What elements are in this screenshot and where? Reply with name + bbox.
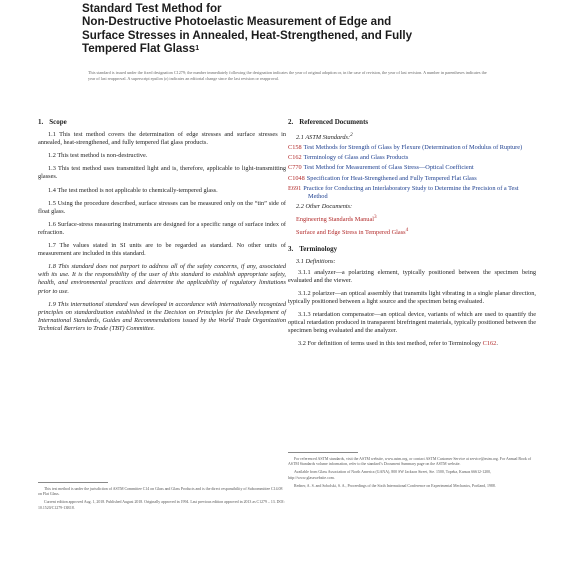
footnote-1: This test method is under the jurisdiction of ASTM Committee C14 on Glass and Glass Products and is the direct responsibility of Subcommittee C14.08 on Flat Glass. xyxy=(38,487,283,497)
reference-code[interactable]: C162 xyxy=(288,154,302,162)
reference-code[interactable]: C1048 xyxy=(288,174,305,182)
reference-code[interactable]: E691 xyxy=(288,184,302,192)
title-line-2: Non-Destructive Photoelastic Measurement of Edge and xyxy=(82,15,392,29)
paragraph-1-3: 1.3 This test method uses transmitted light and is, therefore, applicable to light-transmitting glasses. xyxy=(38,165,286,181)
right-column xyxy=(288,118,536,353)
reference-code[interactable]: C770 xyxy=(288,164,302,172)
title-line-4-text: Tempered Flat Glass xyxy=(82,42,196,56)
reference-title[interactable]: Test Methods for Strength of Glass by Flexure (Determination of Modulus of Rupture) xyxy=(303,144,523,152)
terminology-link-c162[interactable]: C162 xyxy=(482,340,497,348)
paragraph-1-7: 1.7 The values stated in SI units are to be regarded as standard. No other units of measurement are included in this standard. xyxy=(38,242,286,258)
footnote-3: Available from Glass Association of North America (GANA), 800 SW Jackson Street, Ste. 1500, Topeka, Kansas 66612-1200, http://www.glasswebsite.com. xyxy=(288,470,492,480)
reference-code[interactable]: C158 xyxy=(288,144,302,152)
paragraph-1-4: 1.4 The test method is not applicable to chemically-tempered glass. xyxy=(48,186,218,194)
footnote-2: For referenced ASTM standards, visit the ASTM website, www.astm.org, or contact ASTM Customer Service at service@astm.org. For Annual Book of ASTM Standards volume information, refer to the standard’s Document Summary page on the ASTM website. xyxy=(288,457,532,467)
other-document-2[interactable] xyxy=(288,226,536,237)
other-documents-heading: 2.2 Other Documents: xyxy=(296,202,353,210)
section-number: 1. xyxy=(38,118,44,126)
other-document-title[interactable]: Surface and Edge Stress in Tempered Glass xyxy=(296,229,406,237)
left-column xyxy=(38,118,286,338)
footnotes-left xyxy=(38,487,286,514)
reference-c770[interactable] xyxy=(288,164,536,172)
paragraph-1-6: 1.6 Surface-stress measuring instruments are designed for a specific range of surface index of refraction. xyxy=(38,220,286,236)
footnote-mark: 4 xyxy=(405,227,409,234)
paragraph-3-2: 3.2 For definition of terms used in this test method, refer to Terminology C162. xyxy=(298,340,498,348)
title-line-4 xyxy=(82,42,502,55)
section-title: Terminology xyxy=(299,245,338,254)
section-title: Scope xyxy=(49,118,67,126)
paragraph-1-8: 1.8 This standard does not purport to address all of the safety concerns, if any, associated with its use. It is the responsibility of the user of this standard to establish appropriate safety, health, and environmental practices and determine the applicability of regulatory limitations prior to use. xyxy=(38,263,286,295)
paragraph-1-9: 1.9 This international standard was developed in accordance with internationally recognized principles on standardization established in the Decision on Principles for the Development of International Standards, Guides and Recommendations issued by the World Trade Organization Technical Barriers to Trade (TBT) Committee. xyxy=(38,300,286,332)
reference-c158[interactable] xyxy=(288,144,536,152)
title-footnote-mark: 1 xyxy=(195,45,200,53)
astm-standards-heading xyxy=(288,131,536,142)
footnotes-right xyxy=(288,457,536,492)
other-document-title[interactable]: Engineering Standards Manual xyxy=(296,216,374,224)
reference-e691[interactable] xyxy=(288,185,536,201)
paragraph-1-5: 1.5 Using the procedure described, surface stresses can be measured only on the “tin” side of float glass. xyxy=(38,199,286,215)
astm-standards-label: 2.1 ASTM Standards: xyxy=(296,134,351,142)
section-number: 3. xyxy=(288,245,294,254)
footnote-divider-right xyxy=(288,452,358,453)
section-referenced-documents-heading xyxy=(288,118,536,126)
reference-title[interactable]: Practice for Conducting an Interlaboratory Study to Determine the Precision of a Test Method xyxy=(303,184,519,200)
reference-c1048[interactable] xyxy=(288,175,536,183)
section-terminology-heading xyxy=(288,245,536,253)
definition-retardation-compensator: 3.1.3 retardation compensator—an optical device, variants of which are used to quantify the optical retardation produced in transparent birefringent materials, typically positioned between the specimen being evaluated and the analyzer. xyxy=(288,310,536,335)
section-scope-heading xyxy=(38,118,286,126)
paragraph-3-2-text: 3.2 For definition of terms used in this test method, refer to Terminology xyxy=(298,340,482,348)
reference-c162[interactable] xyxy=(288,154,536,162)
footnote-mark: 2 xyxy=(350,132,353,139)
definition-polarizer: 3.1.2 polarizer—an optical assembly that transmits light vibrating in a single planar direction, typically positioned between a light source and the specimen being evaluated. xyxy=(288,289,536,305)
paragraph-1-2: 1.2 This test method is non-destructive. xyxy=(48,152,148,160)
paragraph-1-1: 1.1 This test method covers the determination of edge stresses and surface stresses in annealed, heat-strengthened, and fully tempered flat glass products. xyxy=(38,131,286,147)
reference-title[interactable]: Test Method for Measurement of Glass Stress—Optical Coefficient xyxy=(303,164,474,172)
title-line-3: Surface Stresses in Annealed, Heat-Strengthened, and Fully xyxy=(82,28,413,42)
section-title: Referenced Documents xyxy=(299,118,369,126)
designation-note: This standard is issued under the fixed designation C1279; the number immediately following the designation indicates the year of original adoption or, in the case of revision, the year of last revision. A number in parentheses indicates the year of last reapproval. A superscript epsilon (ε) indicates an editorial change since the last revision or reapproval. xyxy=(88,70,487,81)
definitions-heading: 3.1 Definitions: xyxy=(296,258,336,266)
title-line-1: Standard Test Method for xyxy=(82,2,222,15)
footnote-divider-left xyxy=(38,482,108,483)
footnote-edition: Current edition approved Aug. 1, 2018. Published August 2018. Originally approved in 1994. Last previous edition approved in 2013 as C1279 – 13. DOI: 10.1520/C1279-13R18. xyxy=(38,500,285,510)
reference-title[interactable]: Specification for Heat-Strengthened and Fully Tempered Flat Glass xyxy=(306,174,477,182)
reference-title[interactable]: Terminology of Glass and Glass Products xyxy=(303,154,409,162)
footnote-mark: 3 xyxy=(374,213,377,220)
document-title xyxy=(82,2,502,56)
other-document-1[interactable] xyxy=(288,213,536,224)
section-number: 2. xyxy=(288,118,294,126)
definition-analyzer: 3.1.1 analyzer—a polarizing element, typically positioned between the specimen being evaluated and the viewer. xyxy=(288,268,536,284)
footnote-4: Redner, A. S. and Sobolski, S. A., Proceedings of the Sixth International Conference on Experimental Mechanics, Portland, 1988. xyxy=(294,483,496,488)
